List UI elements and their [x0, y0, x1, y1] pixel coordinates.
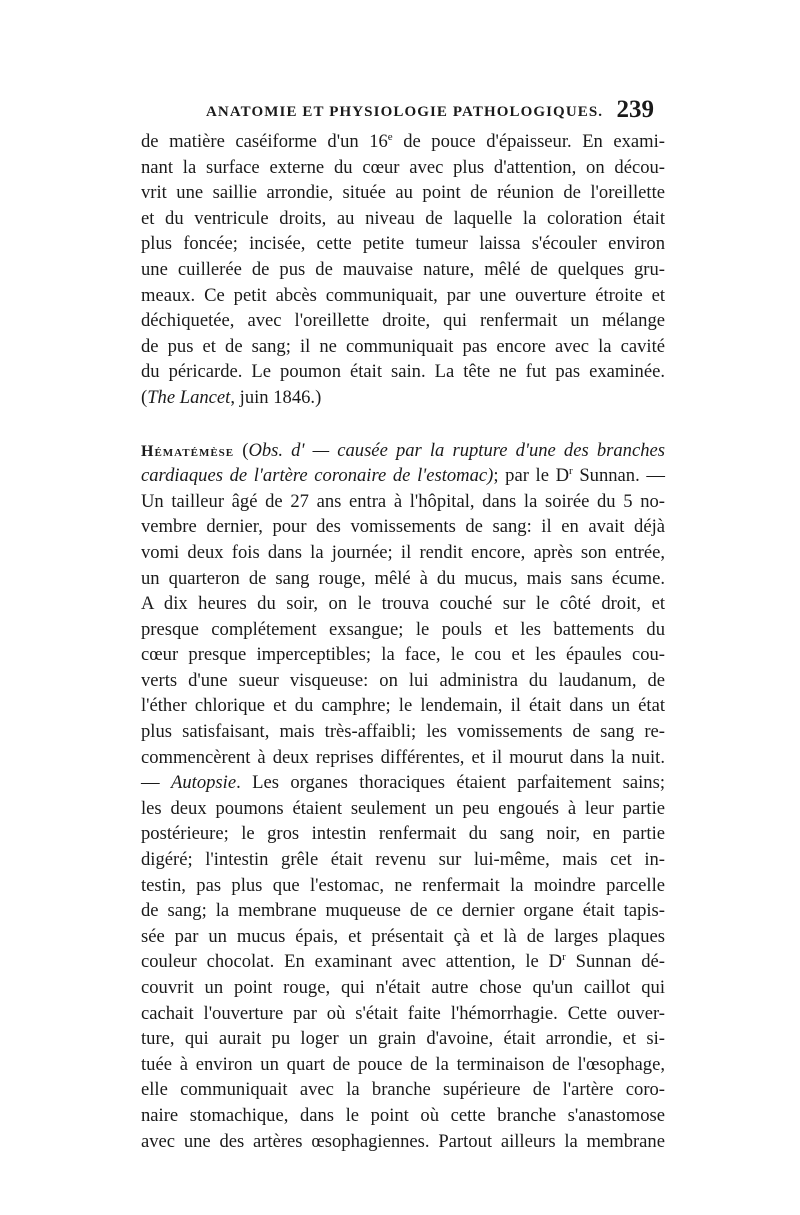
text-line: nant la surface externe du cœur avec plus d'attention, on décou- [141, 156, 665, 178]
text-line: une cuillerée de pus de mauvaise nature, mêlé de quelques gru- [141, 258, 665, 280]
text-line: avec une des artères œsophagiennes. Partout ailleurs la membrane [141, 1130, 665, 1152]
text-line: — Autopsie. Les organes thoraciques étaient parfaitement sains; [141, 772, 665, 794]
body-text [141, 129, 665, 1154]
text-line: et du ventricule droits, au niveau de laquelle la coloration était [141, 207, 665, 229]
text-line: vembre dernier, pour des vomissements de sang: il en avait déjà [141, 516, 665, 538]
text-line: meaux. Ce petit abcès communiquait, par une ouverture étroite et [141, 284, 665, 306]
text-line: cardiaques de l'artère coronaire de l'estomac); par le $D^r$ Sunnan. — [141, 464, 665, 487]
text-line: plus foncée; incisée, cette petite tumeur laissa s'écouler environ [141, 233, 665, 255]
text-line: sée par un mucus épais, et présentait çà et là de larges plaques [141, 925, 665, 947]
text-line: déchiquetée, avec l'oreillette droite, qui renfermait un mélange [141, 310, 665, 332]
section-title: Hématémèse [141, 442, 235, 460]
text-line: du péricarde. Le poumon était sain. La tête ne fut pas examinée. [141, 361, 665, 383]
section-heading-line: Hématémèse (Obs. d' — causée par la rupture d'une des branches [141, 439, 665, 461]
running-title: ANATOMIE ET PHYSIOLOGIE PATHOLOGIQUES. [206, 104, 604, 120]
text-line: de matière caséiforme d'un 16e de pouce d'épaisseur. En exami- [141, 130, 665, 152]
running-head [140, 96, 660, 126]
text-line: elle communiquait avec la branche supérieure de l'artère coro- [141, 1079, 665, 1101]
journal-title: The Lancet [147, 386, 231, 408]
citation-line: (The Lancet, juin 1846.) [141, 386, 322, 408]
text-line: A dix heures du soir, on le trouva couché sur le côté droit, et [141, 593, 665, 615]
text-line: postérieure; le gros intestin renfermait du sang noir, en partie [141, 823, 665, 845]
text-line: de pus et de sang; il ne communiquait pas encore avec la cavité [141, 335, 665, 357]
text-line: vrit une saillie arrondie, située au point de réunion de l'oreillette [141, 182, 665, 204]
text-line: couleur chocolat. En examinant avec attention, le $D^r$ Sunnan dé- [141, 951, 665, 973]
text-line: commencèrent à deux reprises différentes, et il mourut dans la nuit. [141, 746, 665, 768]
text-line: cachait l'ouverture par où s'était faite l'hémorrhagie. Cette ouver- [141, 1002, 665, 1024]
text-line: presque complétement exsangue; le pouls et les battements du [141, 618, 665, 640]
text-line: verts d'une sueur visqueuse: on lui administra du laudanum, de [141, 669, 665, 691]
text-line: ture, qui aurait pu loger un grain d'avoine, était arrondie, et si- [141, 1028, 665, 1050]
text-line: naire stomachique, dans le point où cette branche s'anastomose [141, 1104, 665, 1126]
text-line: couvrit un point rouge, qui n'était autre chose qu'un caillot qui [141, 977, 665, 998]
text-line: digéré; l'intestin grêle était revenu sur lui-même, mais cet in- [141, 849, 665, 871]
text-line: un quarteron de sang rouge, mêlé à du mucus, mais sans écume. [141, 567, 665, 589]
text-line: tuée à environ un quart de pouce de la terminaison de l'œsophage, [141, 1053, 665, 1075]
text-line: cœur presque imperceptibles; la face, le cou et les épaules cou- [141, 644, 665, 666]
page-number: 239 [616, 96, 654, 123]
autopsy-label: Autopsie [171, 772, 237, 794]
text-line: testin, pas plus que l'estomac, ne renfermait la moindre parcelle [141, 874, 665, 896]
text-line: de sang; la membrane muqueuse de ce dernier organe était tapis- [141, 900, 665, 922]
text-line: l'éther chlorique et du camphre; le lendemain, il était dans un état [141, 695, 665, 717]
text-line: Un tailleur âgé de 27 ans entra à l'hôpital, dans la soirée du 5 no- [141, 490, 665, 512]
text-line: vomi deux fois dans la journée; il rendit encore, après son entrée, [141, 541, 665, 563]
text-line: les deux poumons étaient seulement un peu engoués à leur partie [141, 797, 665, 819]
text-line: plus satisfaisant, mais très-affaibli; les vomissements de sang re- [141, 721, 665, 743]
